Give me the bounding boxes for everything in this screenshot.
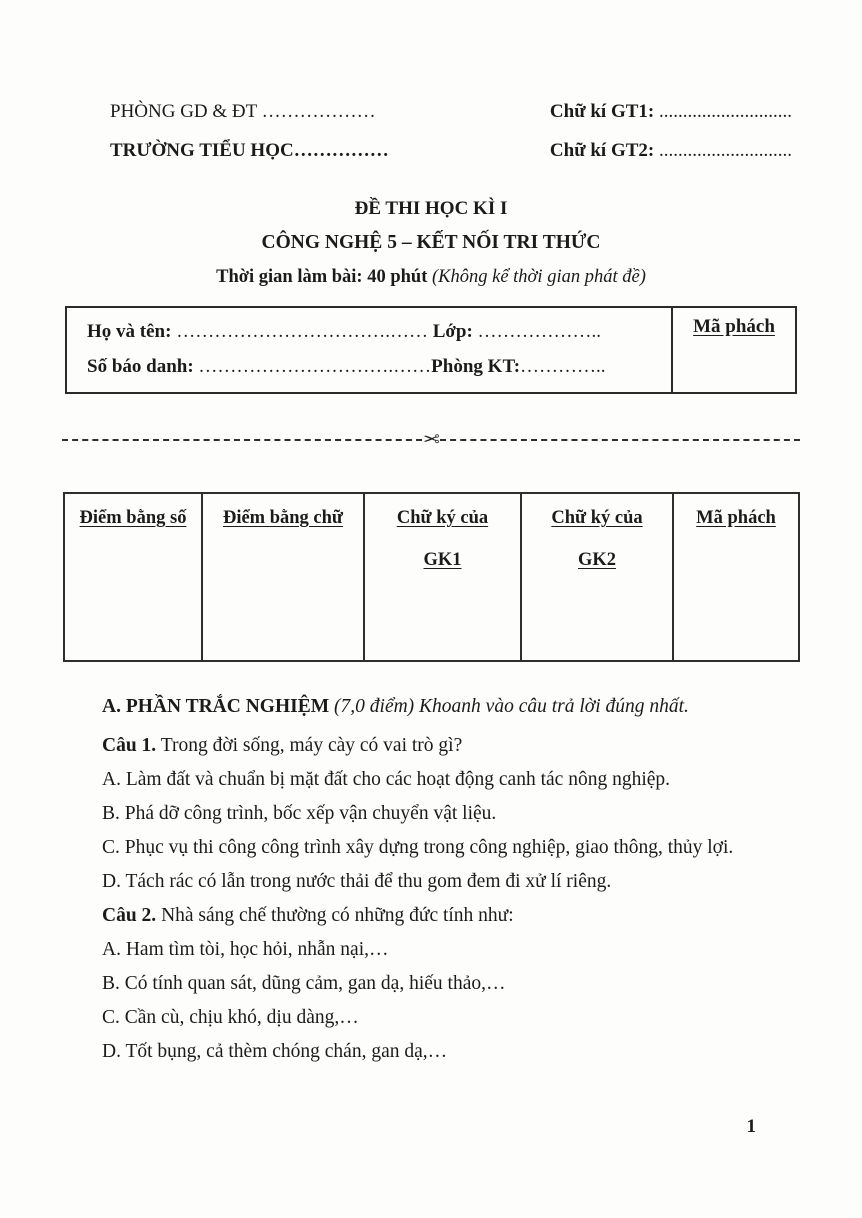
question-1-option-c: C. Phục vụ thi công công trình xây dựng trong công nghiệp, giao thông, thủy lợi. <box>102 837 734 858</box>
grading-cell-code <box>673 493 799 661</box>
grading-cell-sign-gk2 <box>521 493 673 661</box>
page-number: 1 <box>746 1116 756 1137</box>
cut-separator <box>62 428 800 452</box>
header-left <box>110 92 389 170</box>
signature-line-gt1 <box>550 92 792 131</box>
sign1-label: Chữ kí GT1: <box>549 101 655 122</box>
id-dots: ………………………….…… <box>198 356 432 377</box>
grading-cell-score-words <box>202 493 364 661</box>
question-2-option-d: D. Tốt bụng, cả thèm chóng chán, gan dạ,… <box>102 1041 448 1062</box>
question-1 <box>102 729 806 763</box>
document-header <box>0 0 862 170</box>
col-header-score-words: Điểm bằng chữ <box>222 508 344 528</box>
student-info-fields <box>67 308 671 392</box>
section-a-heading <box>102 690 806 724</box>
title-block <box>0 192 862 294</box>
question-2-text: Nhà sáng chế thường có những đức tính như: <box>161 905 514 926</box>
question-2-option-c: C. Cần cù, chịu khó, dịu dàng,… <box>102 1007 359 1028</box>
question-1-label: Câu 1. <box>102 735 157 756</box>
question-2-option-b: B. Có tính quan sát, dũng cảm, gan dạ, hiếu thảo,… <box>102 973 506 994</box>
scissors-icon: ✂ <box>422 429 440 451</box>
time-limit-italic: (Không kể thời gian phát đề) <box>432 267 646 287</box>
student-name-row <box>87 314 667 349</box>
room-label: Phòng KT: <box>431 356 521 377</box>
subject-title: CÔNG NGHỆ 5 – KẾT NỐI TRI THỨC <box>261 232 601 253</box>
col-header-score-number: Điểm bằng số <box>79 508 187 528</box>
student-id-row <box>87 349 667 384</box>
room-dots: ………….. <box>520 356 606 377</box>
col-header-code: Mã phách <box>696 508 776 528</box>
student-info-box <box>65 306 797 394</box>
question-2 <box>102 899 806 933</box>
cut-dash-right <box>440 439 800 441</box>
id-label: Số báo danh: <box>87 356 194 377</box>
grading-table <box>63 492 800 662</box>
question-2-option-a: A. Ham tìm tòi, học hỏi, nhẫn nại,… <box>102 939 389 960</box>
col-header-sign-gk1-line2: GK1 <box>423 550 462 570</box>
grading-cell-sign-gk1 <box>364 493 521 661</box>
school-line: TRƯỜNG TIỂU HỌC…………… <box>110 140 389 161</box>
col-header-sign-gk1-line1: Chữ ký của <box>396 508 489 528</box>
name-label: Họ và tên: <box>87 321 172 342</box>
header-right <box>550 92 792 170</box>
code-cell <box>671 308 795 392</box>
class-dots: ……………….. <box>477 321 602 342</box>
col-header-sign-gk2-line1: Chữ ký của <box>551 508 643 528</box>
cut-dash-left <box>62 439 422 441</box>
sign2-label: Chữ kí GT2: <box>549 140 655 161</box>
question-1-option-b: B. Phá dỡ công trình, bốc xếp vận chuyển vật liệu. <box>102 803 497 824</box>
time-limit-line <box>0 260 862 294</box>
grading-cell-score-number <box>64 493 202 661</box>
time-limit-bold: Thời gian làm bài: 40 phút <box>216 267 428 287</box>
sign2-dots: ............................ <box>659 140 792 161</box>
code-label: Mã phách <box>693 316 775 337</box>
col-header-sign-gk2-line2: GK2 <box>577 550 617 570</box>
question-section <box>0 690 862 1069</box>
name-dots: …………………………….…… <box>176 321 428 342</box>
class-label: Lớp: <box>432 321 473 342</box>
grading-table-row <box>64 493 799 661</box>
exam-title: ĐỀ THI HỌC KÌ I <box>354 198 508 219</box>
office-line: PHÒNG GD & ĐT ……………… <box>110 101 376 122</box>
sign1-dots: ............................ <box>659 101 792 122</box>
question-2-label: Câu 2. <box>102 905 157 926</box>
question-1-option-d: D. Tách rác có lẫn trong nước thải để thu gom đem đi xử lí riêng. <box>102 871 612 892</box>
question-1-text: Trong đời sống, máy cày có vai trò gì? <box>160 735 463 756</box>
question-1-option-a: A. Làm đất và chuẩn bị mặt đất cho các hoạt động canh tác nông nghiệp. <box>102 769 671 790</box>
section-a-instruction: (7,0 điểm) Khoanh vào câu trả lời đúng nhất. <box>334 696 689 717</box>
section-a-title: A. PHẦN TRẮC NGHIỆM <box>102 696 330 717</box>
signature-line-gt2 <box>550 131 792 170</box>
